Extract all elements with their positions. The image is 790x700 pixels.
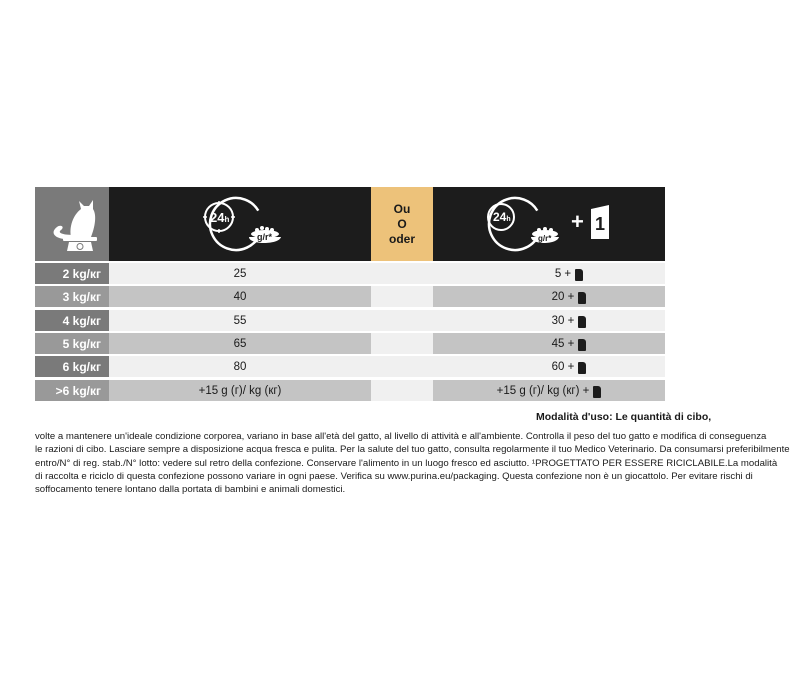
plus-sign: + — [571, 209, 584, 234]
hours-label: 24h — [210, 210, 230, 225]
dry-amount: +15 g (г)/ kg (кг) — [109, 380, 371, 401]
weight-label: 5 kg/кг — [35, 333, 109, 354]
mixed-feeding-header — [433, 187, 665, 261]
dry-food-24h-icon — [109, 187, 371, 261]
hours-label-mixed: 24h — [493, 210, 511, 224]
dry-amount: 25 — [109, 263, 371, 284]
instruction-line: entro/N° di reg. stab./N° lotto: vedere sul retro della confezione. Conservare l'alimento in un luogo fresco ed asciutto. ¹PROGETTATO PER ESSERE RICICLABILE.La modalità — [35, 457, 778, 469]
mixed-amount — [433, 310, 665, 331]
dry-amount: 65 — [109, 333, 371, 354]
pouch-icon — [578, 292, 586, 304]
mixed-amount-text: 45 + — [551, 337, 575, 350]
cat-on-scale-icon — [35, 187, 109, 261]
mixed-amount-text: 5 + — [554, 267, 572, 280]
pouch-icon — [578, 362, 586, 374]
mixed-amount — [433, 286, 665, 307]
or-spacer — [371, 333, 433, 354]
or-spacer — [371, 356, 433, 377]
pouch-icon — [578, 316, 586, 328]
pouch-icon — [578, 339, 586, 351]
or-word-fr: Ou — [393, 201, 411, 216]
pouch-count: 1 — [595, 214, 606, 234]
weight-label: 4 kg/кг — [35, 310, 109, 331]
cat-on-scale-header — [35, 187, 109, 261]
mixed-amount-text: 60 + — [551, 360, 575, 373]
mixed-amount-text: +15 g (г)/ kg (кг) + — [496, 384, 590, 397]
usage-instructions — [35, 430, 790, 496]
portion-label-mixed: g/r* — [538, 234, 552, 243]
mixed-amount — [433, 356, 665, 377]
instruction-line: soffocamento tenere lontano dalla portata di bambini e animali domestici. — [35, 484, 346, 496]
dry-amount: 40 — [109, 286, 371, 307]
portion-label: g/r* — [257, 232, 273, 242]
instruction-line: le razioni di cibo. Lasciare sempre a disposizione acqua fresca e pulita. Per la salute del tuo gatto, consulta regolarmente il tuo Medico Veterinario. Da consumarsi preferibilmente — [35, 444, 790, 456]
pouch-icon — [575, 269, 583, 281]
or-word-de: oder — [388, 231, 415, 246]
or-word-it: O — [397, 216, 407, 231]
dry-amount: 55 — [109, 310, 371, 331]
usage-heading: Modalità d'uso: Le quantità di cibo, — [536, 411, 712, 423]
weight-label: >6 kg/кг — [35, 380, 109, 401]
weight-label: 2 kg/кг — [35, 263, 109, 284]
weight-label: 3 kg/кг — [35, 286, 109, 307]
instruction-line: volte a mantenere un'ideale condizione corporea, variano in base all'età del gatto, al livello di attività e all'ambiente. Controlla il peso del tuo gatto e modifica di conseguenza — [35, 431, 767, 442]
dry-only-header — [109, 187, 371, 261]
mixed-amount-text: 20 + — [551, 290, 575, 303]
pouch-icon — [593, 386, 601, 398]
mixed-amount — [433, 380, 665, 401]
or-spacer — [371, 310, 433, 331]
mixed-amount — [433, 263, 665, 284]
mixed-food-24h-icon — [433, 187, 665, 261]
or-header — [371, 187, 433, 261]
dry-amount: 80 — [109, 356, 371, 377]
instruction-line: di raccolta e riciclo di questa confezione possono variare in ogni paese. Verifica su www.purina.eu/packaging. Questa confezione non è un giocattolo. Per evitare rischi di — [35, 470, 753, 482]
weight-label: 6 kg/кг — [35, 356, 109, 377]
or-spacer — [371, 380, 433, 401]
or-spacer — [371, 286, 433, 307]
or-spacer — [371, 263, 433, 284]
mixed-amount — [433, 333, 665, 354]
mixed-amount-text: 30 + — [551, 314, 575, 327]
